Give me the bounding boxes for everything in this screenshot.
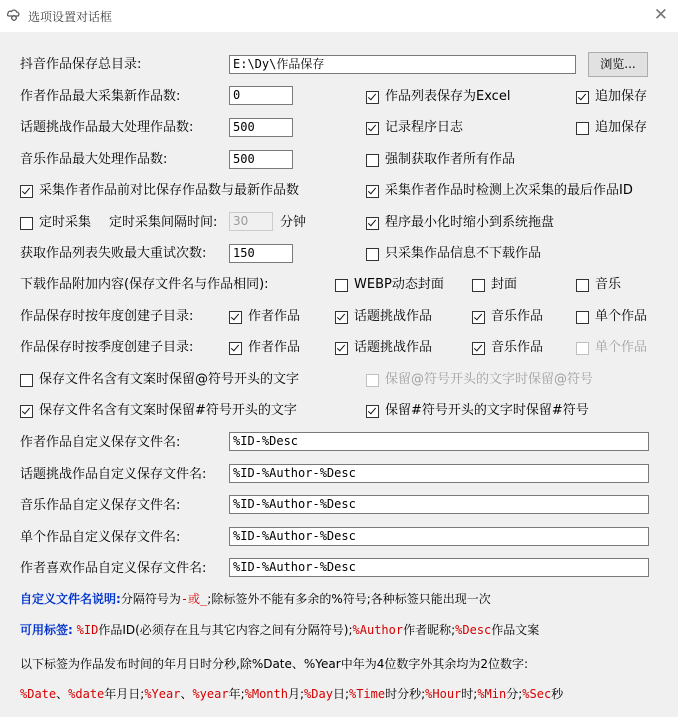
- checkbox-box[interactable]: [576, 342, 589, 355]
- checkbox-box[interactable]: [20, 374, 33, 387]
- checkbox-label: 追加保存: [595, 120, 648, 135]
- checkbox-label: 只采集作品信息不下载作品: [385, 246, 542, 261]
- filename-topic-input[interactable]: %ID-%Author-%Desc: [229, 464, 649, 483]
- filename-music-input[interactable]: %ID-%Author-%Desc: [229, 495, 649, 514]
- filename-single-label: 单个作品自定义保存文件名:: [20, 530, 181, 545]
- extra-webp-checkbox[interactable]: [335, 277, 444, 293]
- music-max-label: 音乐作品最大处理作品数:: [20, 152, 168, 167]
- force-all-checkbox[interactable]: [366, 152, 515, 168]
- tag-year: %Year: [144, 687, 181, 701]
- checkbox-box[interactable]: [366, 154, 379, 167]
- tag-year-lower: %year: [192, 687, 229, 701]
- append-save-1-checkbox[interactable]: [576, 89, 647, 105]
- checkbox-box[interactable]: [472, 342, 485, 355]
- timer-interval-input[interactable]: 30: [229, 212, 273, 231]
- quarter-single-checkbox[interactable]: [576, 340, 647, 356]
- checkbox-box[interactable]: [229, 342, 242, 355]
- by-quarter-label: 作品保存时按季度创建子目录:: [20, 340, 194, 355]
- by-year-label: 作品保存时按年度创建子目录:: [20, 309, 194, 324]
- timer-unit-label: 分钟: [280, 215, 307, 230]
- tag-desc: 分;: [506, 687, 523, 701]
- help-filename-note: [20, 591, 491, 607]
- checkbox-label: 保留#符号开头的文字时保留#符号: [385, 403, 589, 418]
- extra-label: 下载作品附加内容(保存文件名与作品相同):: [20, 277, 269, 292]
- tag-desc: 、: [180, 687, 193, 701]
- year-topic-checkbox[interactable]: [335, 309, 432, 325]
- help-text: ;除标签外不能有多余的%符号;各种标签只能出现一次: [207, 592, 491, 606]
- help-heading: 可用标签:: [20, 623, 73, 637]
- window-title: 选项设置对话框: [28, 10, 113, 24]
- checkbox-label: 音乐: [595, 277, 622, 292]
- tag-desc: 年;: [228, 687, 245, 701]
- checkbox-box[interactable]: [472, 311, 485, 324]
- checkbox-label: 话题挑战作品: [354, 340, 433, 355]
- checkbox-label: 音乐作品: [491, 340, 544, 355]
- checkbox-box[interactable]: [20, 217, 33, 230]
- checkbox-label: 作者作品: [248, 309, 301, 324]
- extra-music-checkbox[interactable]: [576, 277, 621, 293]
- checkbox-label: 作者作品: [248, 340, 301, 355]
- year-author-checkbox[interactable]: [229, 309, 300, 325]
- tag-date-lower: %date: [68, 687, 105, 701]
- compare-checkbox[interactable]: [20, 183, 299, 199]
- quarter-topic-checkbox[interactable]: [335, 340, 432, 356]
- filename-author-input[interactable]: %ID-%Desc: [229, 432, 649, 451]
- tag-desc: 月;: [287, 687, 305, 701]
- timer-interval-label: 定时采集间隔时间:: [109, 215, 218, 230]
- checkbox-label: 强制获取作者所有作品: [385, 152, 516, 167]
- save-dir-label: 抖音作品保存总目录:: [20, 57, 142, 72]
- settings-icon: [6, 7, 22, 23]
- help-tags-note: [20, 622, 539, 638]
- topic-max-label: 话题挑战作品最大处理作品数:: [20, 120, 194, 135]
- detect-last-checkbox[interactable]: [366, 183, 633, 199]
- tag-desc: 作品文案: [491, 623, 540, 637]
- save-dir-input[interactable]: E:\Dy\作品保存: [229, 55, 576, 74]
- log-checkbox[interactable]: [366, 120, 463, 136]
- tag-desc: 作者昵称;: [403, 623, 456, 637]
- filename-liked-label: 作者喜欢作品自定义保存文件名:: [20, 561, 207, 576]
- info-only-checkbox[interactable]: [366, 246, 541, 262]
- checkbox-box[interactable]: [335, 279, 348, 292]
- checkbox-box[interactable]: [366, 217, 379, 230]
- checkbox-label: 保留@符号开头的文字时保留@符号: [385, 372, 594, 387]
- tag-author: %Author: [352, 623, 404, 637]
- checkbox-box[interactable]: [335, 342, 348, 355]
- minimize-tray-checkbox[interactable]: [366, 215, 554, 231]
- checkbox-box[interactable]: [20, 185, 33, 198]
- tag-desc: 时;: [461, 687, 478, 701]
- quarter-author-checkbox[interactable]: [229, 340, 300, 356]
- tag-desc: 时分秒;: [385, 687, 426, 701]
- author-max-input[interactable]: 0: [229, 86, 293, 105]
- filename-liked-input[interactable]: %ID-%Author-%Desc: [229, 558, 649, 577]
- checkbox-box[interactable]: [366, 91, 379, 104]
- checkbox-box[interactable]: [366, 248, 379, 261]
- checkbox-box[interactable]: [366, 122, 379, 135]
- checkbox-label: 单个作品: [595, 340, 648, 355]
- checkbox-box[interactable]: [576, 122, 589, 135]
- tag-min: %Min: [477, 687, 507, 701]
- close-icon[interactable]: ✕: [653, 5, 668, 25]
- checkbox-box[interactable]: [366, 405, 379, 418]
- quarter-music-checkbox[interactable]: [472, 340, 543, 356]
- tag-hour: %Hour: [425, 687, 462, 701]
- checkbox-box[interactable]: [576, 91, 589, 104]
- tag-id: %ID: [76, 623, 99, 637]
- checkbox-box[interactable]: [366, 374, 379, 387]
- retry-input[interactable]: 150: [229, 244, 293, 263]
- tag-desc: 秒: [551, 687, 564, 701]
- checkbox-label: 程序最小化时缩小到系统拖盘: [385, 215, 555, 230]
- timer-checkbox[interactable]: [20, 215, 91, 231]
- filename-single-input[interactable]: %ID-%Author-%Desc: [229, 527, 649, 546]
- help-time-tags: [20, 686, 563, 702]
- tag-month: %Month: [244, 687, 288, 701]
- at-keep-checkbox[interactable]: [366, 372, 593, 388]
- checkbox-label: 话题挑战作品: [354, 309, 433, 324]
- retry-label: 获取作品列表失败最大重试次数:: [20, 246, 207, 261]
- filename-author-label: 作者作品自定义保存文件名:: [20, 435, 181, 450]
- checkbox-label: WEBP动态封面: [354, 277, 444, 292]
- tag-day: %Day: [304, 687, 333, 701]
- checkbox-label: 记录程序日志: [385, 120, 464, 135]
- at-text-checkbox[interactable]: [20, 372, 299, 388]
- tag-desc: 日;: [332, 687, 349, 701]
- author-max-label: 作者作品最大采集新作品数:: [20, 89, 181, 104]
- filename-topic-label: 话题挑战作品自定义保存文件名:: [20, 467, 207, 482]
- help-heading: 自定义文件名说明:: [20, 592, 121, 606]
- checkbox-label: 单个作品: [595, 309, 648, 324]
- checkbox-label: 音乐作品: [491, 309, 544, 324]
- hash-keep-checkbox[interactable]: [366, 403, 589, 419]
- filename-music-label: 音乐作品自定义保存文件名:: [20, 498, 181, 513]
- year-music-checkbox[interactable]: [472, 309, 543, 325]
- extra-cover-checkbox[interactable]: [472, 277, 517, 293]
- checkbox-box[interactable]: [366, 185, 379, 198]
- title-bar: [0, 0, 678, 32]
- checkbox-label: 采集作者作品前对比保存作品数与最新作品数: [39, 183, 300, 198]
- tag-sec: %Sec: [522, 687, 552, 701]
- checkbox-box[interactable]: [335, 311, 348, 324]
- help-time-note: 以下标签为作品发布时间的年月日时分秒,除%Date、%Year中年为4位数字外其余均为2位数字:: [20, 657, 529, 671]
- list-excel-checkbox[interactable]: [366, 89, 510, 105]
- checkbox-label: 保存文件名含有文案时保留#符号开头的文字: [39, 403, 297, 418]
- browse-button[interactable]: 浏览...: [588, 52, 648, 77]
- year-single-checkbox[interactable]: [576, 309, 647, 325]
- checkbox-box[interactable]: [229, 311, 242, 324]
- checkbox-label: 追加保存: [595, 89, 648, 104]
- tag-time: %Time: [348, 687, 386, 701]
- checkbox-label: 作品列表保存为Excel: [385, 89, 511, 104]
- music-max-input[interactable]: 500: [229, 150, 293, 169]
- checkbox-label: 定时采集: [39, 215, 92, 230]
- tag-desc-tag: %Desc: [455, 623, 492, 637]
- checkbox-box[interactable]: [472, 279, 485, 292]
- tag-desc: 作品ID(必须存在且与其它内容之间有分隔符号);: [98, 623, 353, 637]
- checkbox-label: 保存文件名含有文案时保留@符号开头的文字: [39, 372, 300, 387]
- checkbox-box[interactable]: [576, 279, 589, 292]
- checkbox-box[interactable]: [20, 405, 33, 418]
- tag-date: %Date: [20, 687, 57, 701]
- tag-desc: 、: [56, 687, 69, 701]
- checkbox-label: 封面: [491, 277, 518, 292]
- topic-max-input[interactable]: 500: [229, 118, 293, 137]
- checkbox-box[interactable]: [576, 311, 589, 324]
- checkbox-label: 采集作者作品时检测上次采集的最后作品ID: [385, 183, 633, 198]
- append-save-2-checkbox[interactable]: [576, 120, 647, 136]
- hash-text-checkbox[interactable]: [20, 403, 297, 419]
- tag-desc: 年月日;: [104, 687, 145, 701]
- help-text: 分隔符号为: [120, 592, 181, 606]
- help-separator: -或_: [180, 592, 208, 606]
